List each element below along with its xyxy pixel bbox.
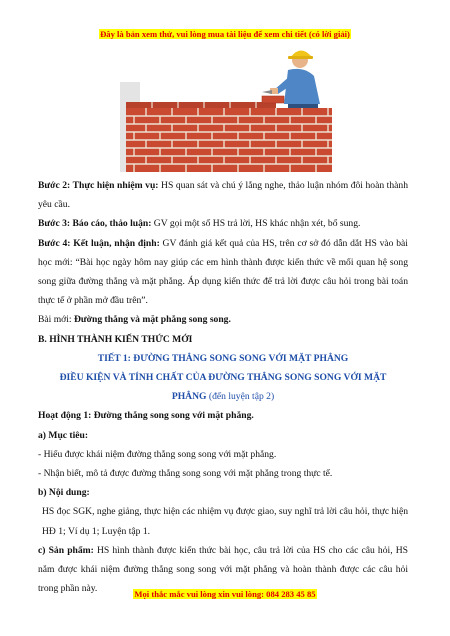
goal-heading: a) Mục tiêu: (38, 429, 89, 441)
step-2-label: Bước 2: Thực hiện nhiệm vụ: (38, 180, 159, 191)
subtitle-note: (đến luyện tập 2) (206, 391, 275, 403)
section-b-heading: B. HÌNH THÀNH KIẾN THỨC MỚI (38, 333, 193, 345)
step-4-label: Bước 4: Kết luận, nhận định: (38, 237, 160, 249)
new-lesson-label: Bài mới: (38, 314, 74, 326)
content-heading: b) Nội dung: (38, 487, 90, 499)
subtitle-line-1: ĐIỀU KIỆN VÀ TÍNH CHẤT CỦA ĐƯỜNG THẲNG SONG SONG VỚI MẶT (59, 372, 387, 384)
new-lesson-title: Đường thẳng và mặt phẳng song song. (74, 314, 231, 326)
preview-notice-text: Đây là bản xem thử, vui lòng mua tài liệu để xem chi tiết (có lời giải) (100, 29, 350, 39)
new-lesson-line (38, 310, 408, 329)
document-body (38, 176, 408, 598)
product-label: c) Sản phẩm: (38, 544, 94, 556)
step-2-text: HS quan sát và chú ý lắng nghe, thảo luận nhóm đôi hoàn thành yêu cầu. (38, 180, 408, 211)
step-3-label: Bước 3: Báo cáo, thảo luận: (38, 218, 152, 230)
bricklayer-wall-illustration (112, 42, 352, 174)
subtitle-line-2 (38, 387, 408, 406)
content-text: HS đọc SGK, nghe giảng, thực hiện các nhiệm vụ được giao, suy nghĩ trả lời câu hỏi, thực hiện HĐ 1; Ví dụ 1; Luyện tập 1. (42, 506, 408, 537)
goal-item-2: - Nhận biết, mô tả được đường thẳng song song với mặt phẳng trong thực tế. (38, 468, 333, 480)
step-3-paragraph (38, 214, 408, 233)
step-4-text: GV đánh giá kết quả của HS, trên cơ sở đó dẫn dắt HS vào bài học mới: “Bài học ngày hôm nay giúp các em hình thành được kiến thức về mối quan hệ song song giữa đường thẳng và mặt phẳng. Áp dụng kiến thức để trả lời được câu hỏi trong bài toán thực tế ở phần mở đầu trên”. (38, 237, 408, 307)
contact-footer-text: Mọi thắc mắc vui lòng xin vui lòng: 084 283 45 85 (134, 589, 316, 599)
step-3-text: GV gọi một số HS trả lời, HS khác nhận xét, bổ sung. (151, 218, 361, 230)
subtitle-line-2-text: PHẲNG (171, 391, 207, 403)
step-4-paragraph (38, 234, 408, 311)
contact-footer-banner (0, 589, 450, 599)
step-2-paragraph (38, 176, 408, 214)
lesson-title: TIẾT 1: ĐƯỜNG THẲNG SONG SONG VỚI MẶT PHẲNG (97, 352, 349, 364)
preview-notice-banner (0, 29, 450, 39)
product-text: HS hình thành được kiến thức bài học, câu trả lời của HS cho các câu hỏi, HS nắm được khái niệm đường thẳng song song với mặt phẳng và hoàn thành được các câu hỏi trong phần này. (38, 544, 408, 595)
activity-1-heading: Hoạt động 1: Đường thẳng song song với mặt phẳng. (38, 410, 254, 422)
goal-item-1: - Hiểu được khái niệm đường thẳng song song với mặt phẳng. (38, 448, 277, 460)
